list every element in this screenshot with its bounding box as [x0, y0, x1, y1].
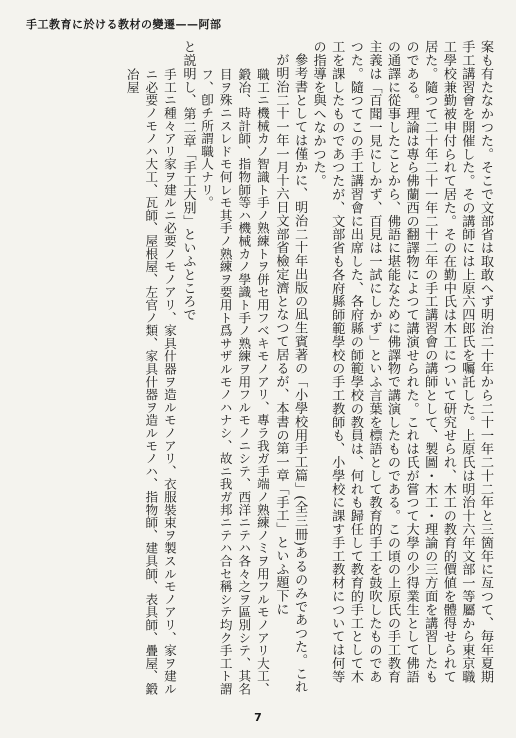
quote-block-2: 手工ニ種々アリ家ヲ建ルニ必要ノモノアリ、家具什器ヲ造ルモノアリ、衣服裝束ヲ製スルモノアリ、家ヲ建ルニ必要ノモノハ大工、瓦師、屋根屋、左官ノ類、家具什器ヲ造ルモノハ、指物師、建具師、表具師、疊屋、鍛冶屋: [124, 67, 177, 695]
paragraph-1: 案も有たなかつた。そこで文部省は取敢へず明治二十年から二十一年二十二年と三箇年に亙つて、毎年夏期手工講習會を開催した。その講師には上原六四郎氏を囑託した。上原氏は明治十六年文部一等屬から東京職工學校兼勤被申付られて居た。その在勤中氏は木工について研究せられ、木工の教育的價値を體得せられて居た。隨つて二十年二十一年二十二年の手工講習會の講師として、製圖・木工・理論の三方面を講習したものである。理論は專ら佛蘭西の翻譯物によつて講演せられた。これは氏が嘗つて大學の少得業生として佛語の通譯に從事したことから、佛語に堪能なために佛譯物で講演したものである。この頃の上原氏の手工教育主義は「百聞一見にしかず、百見は一試にしかず」といふ言葉を標語として教育的手工を鼓吹したものであつた。隨つてこの手工講習會に出席した、各府縣の師範學校の教員は、何れも歸任して教育的手工として木工を課したものであつたが、文部省も各府縣師範學校の手工教師も、小學校に課す手工教材については何等の指導を與へなかつた。: [310, 40, 493, 684]
quote-block-1: 職工ニ機械カノ智識ト手ノ熟練トヲ併セ用フベキモノアリ、專ラ我ガ手端ノ熟練ノミヲ用フルモノアリ大工、鍛冶、時計師、指物師等ハ機械カノ學識ト手ノ熟練ヲ用フルモノニシテ、西洋ニテハ各々之ヲ區別シテ、其名目ヲ殊ニスレドモ何レモ其手ノ熟練ヲ要用ト爲サザルモノハナシ、故ニ我ガ邦ニテハ合セ稱シテ均ク手工ト謂フ、卽チ所謂職人ナリ。: [199, 67, 270, 695]
page-number: 7: [254, 711, 262, 724]
paragraph-2: 參考書としては僅かに、明治二十年出版の凪生賓著の「小學校用手工篇」(全三冊)あるのみであつた。これが明治二十一年一月十六日文部省檢定濟となつて居るが、本書の第一章「手工」といふ題下に: [273, 53, 308, 694]
paragraph-3: と説明し、第二章「手工大別」といふところで: [180, 40, 196, 322]
running-header: 手工教育に於ける教材の變遷——阿部: [26, 18, 222, 31]
body-text: [22, 40, 494, 695]
